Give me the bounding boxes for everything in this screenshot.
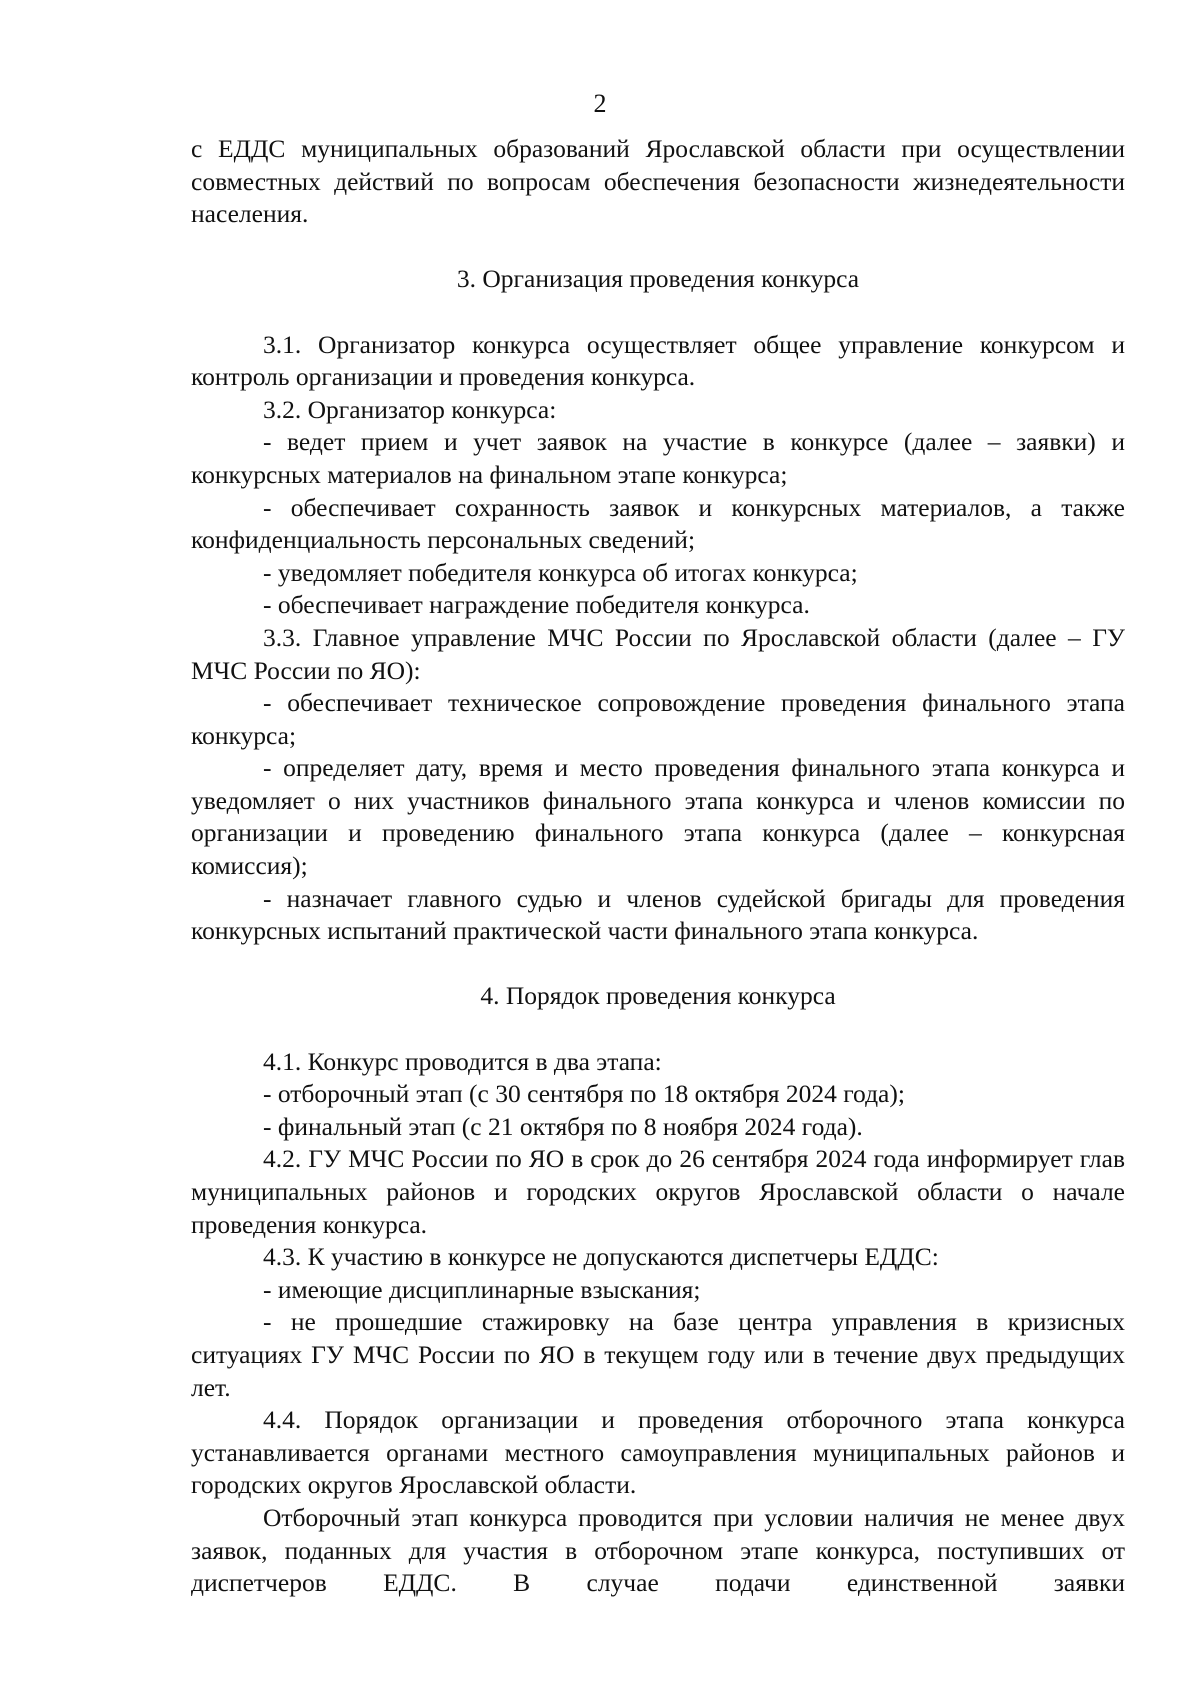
paragraph-4-2: 4.2. ГУ МЧС России по ЯО в срок до 26 сентября 2024 года информирует глав муниципальных районов и городских округов Ярославской области о начале проведения конкурса. xyxy=(191,1144,1125,1239)
page-number: 2 xyxy=(593,89,607,118)
spacer xyxy=(191,948,1125,981)
list-item-3-3-b: - определяет дату, время и место проведения финального этапа конкурса и уведомляет о них участников финального этапа конкурса и членов комиссии по организации и проведению финального этапа конкурса (далее – конкурсная комиссия); xyxy=(191,753,1125,881)
list-item-4-1-b: - финальный этап (с 21 октября по 8 ноября 2024 года). xyxy=(263,1111,863,1141)
list-item-4-3-a: - имеющие дисциплинарные взыскания; xyxy=(263,1274,701,1304)
paragraph-4-3: 4.3. К участию в конкурсе не допускаются диспетчеры ЕДДС: xyxy=(263,1242,939,1272)
paragraph-3-2: 3.2. Организатор конкурса: xyxy=(263,394,557,424)
section-heading-4: 4. Порядок проведения конкурса xyxy=(480,981,836,1011)
list-item-3-2-d: - обеспечивает награждение победителя конкурса. xyxy=(263,590,810,620)
paragraph-3-3: 3.3. Главное управление МЧС России по Ярославской области (далее – ГУ МЧС России по ЯО): xyxy=(191,622,1125,685)
document-body xyxy=(191,133,1125,1600)
list-item-3-3-c: - назначает главного судью и членов судейской бригады для проведения конкурсных испытаний практической части финального этапа конкурса. xyxy=(191,883,1125,946)
paragraph-intro: с ЕДДС муниципальных образований Ярославской области при осуществлении совместных действий по вопросам обеспечения безопасности жизнедеятельности населения. xyxy=(191,134,1125,229)
list-item-3-2-c: - уведомляет победителя конкурса об итогах конкурса; xyxy=(263,557,858,587)
paragraph-4-1: 4.1. Конкурс проводится в два этапа: xyxy=(263,1046,662,1076)
list-item-4-3-b: - не прошедшие стажировку на базе центра управления в кризисных ситуациях ГУ МЧС России по ЯО в текущем году или в течение двух предыдущих лет. xyxy=(191,1307,1125,1402)
spacer xyxy=(191,1013,1125,1046)
section-heading-3: 3. Организация проведения конкурса xyxy=(456,264,860,294)
list-item-3-2-b: - обеспечивает сохранность заявок и конкурсных материалов, а также конфиденциальность персональных сведений; xyxy=(191,492,1125,555)
list-item-3-2-a: - ведет прием и учет заявок на участие в конкурсе (далее – заявки) и конкурсных материалов на финальном этапе конкурса; xyxy=(191,427,1125,489)
paragraph-3-1: 3.1. Организатор конкурса осуществляет общее управление конкурсом и контроль организации и проведения конкурса. xyxy=(191,329,1125,392)
list-item-3-3-a: - обеспечивает техническое сопровождение проведения финального этапа конкурса; xyxy=(191,688,1125,750)
paragraph-4-4: 4.4. Порядок организации и проведения отборочного этапа конкурса устанавливается органами местного самоуправления муниципальных районов и городских округов Ярославской области. xyxy=(191,1405,1125,1500)
spacer xyxy=(191,296,1125,329)
spacer xyxy=(191,231,1125,264)
paragraph-4-4-continued: Отборочный этап конкурса проводится при условии наличия не менее двух заявок, поданных для участия в отборочном этапе конкурса, поступивших от диспетчеров ЕДДС. В случае подачи единственной заявки xyxy=(191,1502,1125,1598)
list-item-4-1-a: - отборочный этап (с 30 сентября по 18 октября 2024 года); xyxy=(263,1079,905,1109)
